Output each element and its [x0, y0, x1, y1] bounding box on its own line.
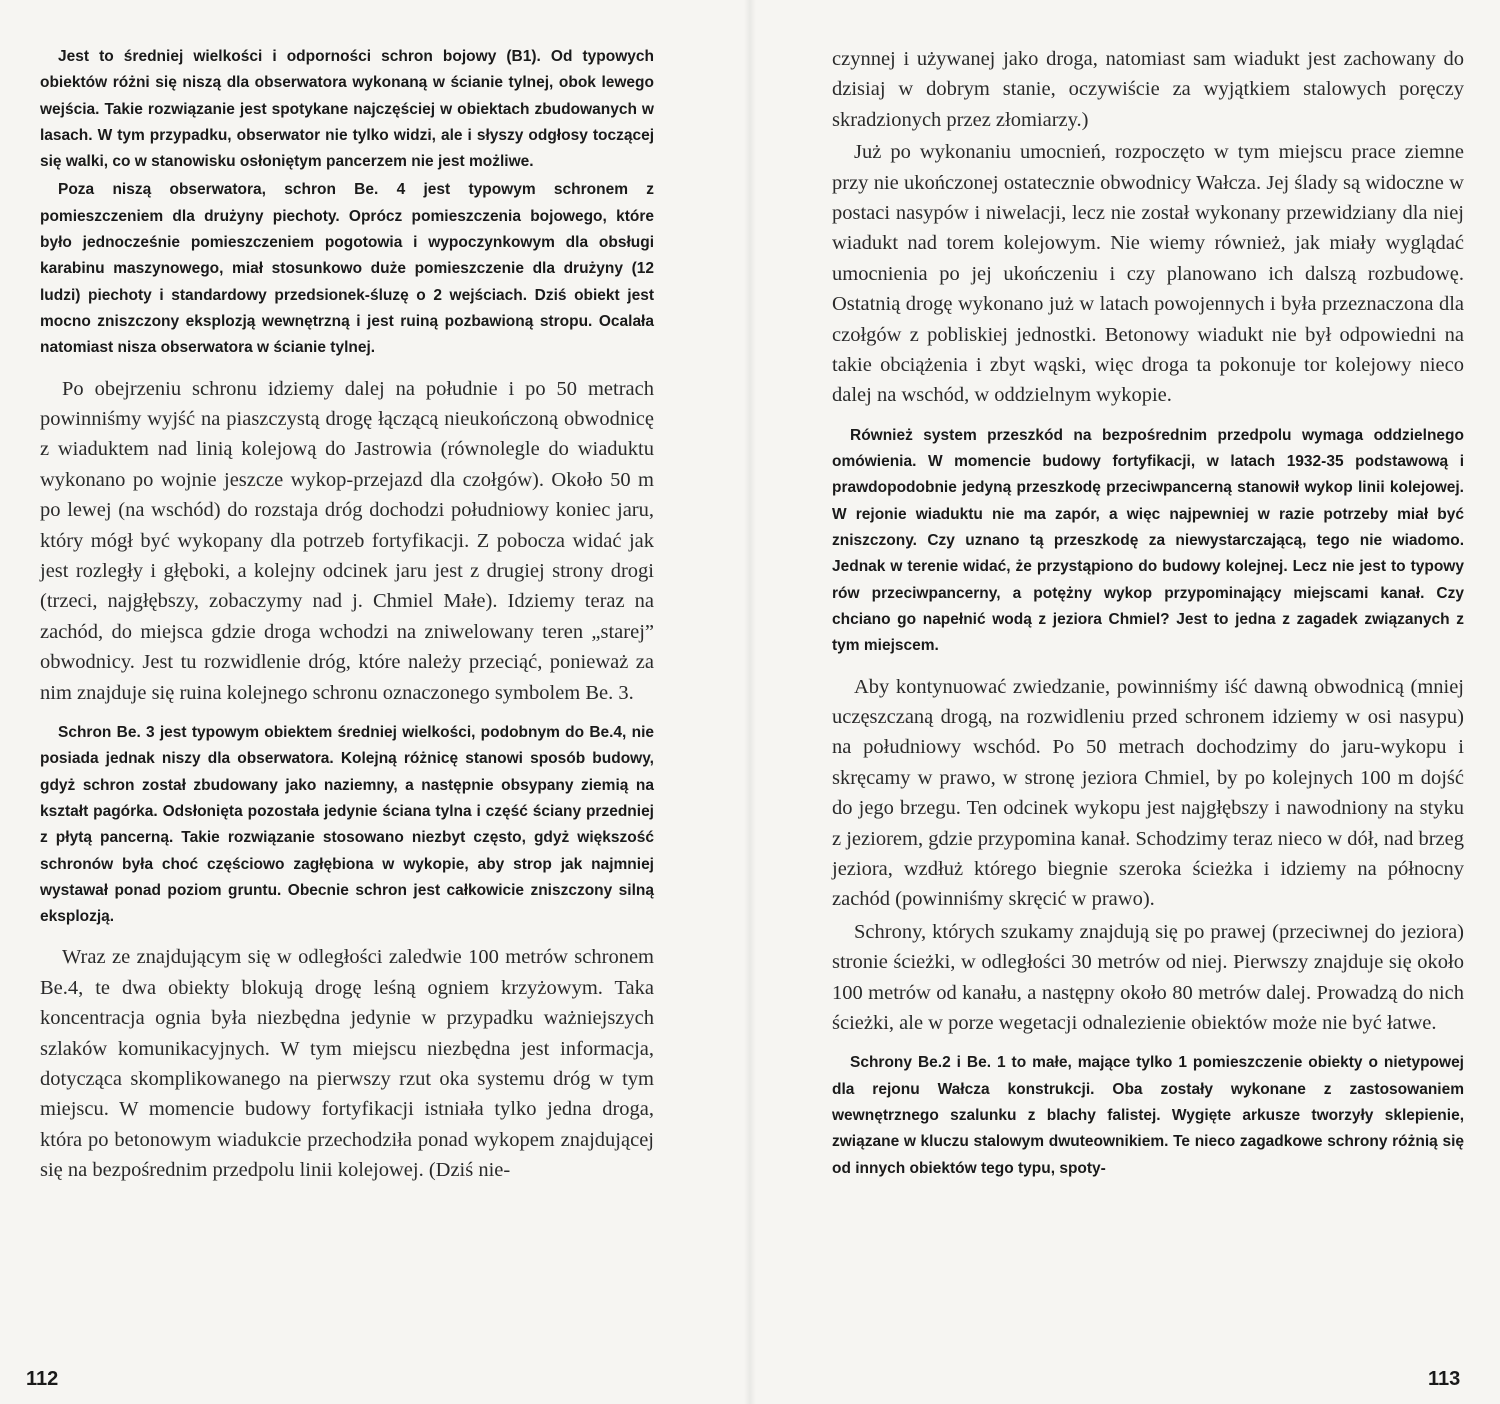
- sidebar-paragraph: Schron Be. 3 jest typowym obiektem średniej wielkości, podobnym do Be.4, nie posiada jednak niszy dla obserwatora. Kolejną różnicę stanowi sposób budowy, gdyż schron został zbudowany jako naziemny, a następnie obsypany ziemią na kształt pagórka. Odsłonięta pozostała jedynie ściana tylna i część ściany przedniej z płytą pancerną. Takie rozwiązanie stosowano niezbyt często, gdyż większość schronów była choć częściowo zagłębiona w wykopie, aby strop jak najmniej wystawał ponad poziom gruntu. Obecnie schron jest całkowicie zniszczony silną eksplozją.: [40, 724, 654, 926]
- sidebar-paragraph: Również system przeszkód na bezpośrednim przedpolu wymaga oddzielnego omówienia. W momencie budowy fortyfikacji, w latach 1932-35 podstawową i prawdopodobnie jedyną przeszkodę przeciwpancerną stanowił wykop linii kolejowej. W rejonie wiaduktu nie ma zapór, a więc najpewniej w razie potrzeby miał być zniszczony. Czy uznano tą przeszkodę za niewystarczającą, tego nie wiadomo. Jednak w terenie widać, że przystąpiono do budowy kolejnej. Lecz nie jest to typowy rów przeciwpancerny, a potężny wykop przypominający miejscami kanał. Czy chciano go napełnić wodą z jeziora Chmiel? Jest to jedna z zagadek związanych z tym miejscem.: [832, 426, 1464, 655]
- body-paragraph: Już po wykonaniu umocnień, rozpoczęto w tym miejscu prace ziemne przy nie ukończonej ostatecznie obwodnicy Wałcza. Jej ślady są widoczne w postaci nasypów i niwelacji, lecz nie został wykonany przewidziany dla niej wiadukt nad torem kolejowym. Nie wiemy również, jak miały wyglądać umocnienia po jej ukończeniu i czy planowano ich dalszą rozbudowę. Ostatnią drogę wykonano już w latach powojennych i była przeznaczona dla czołgów z pobliskiej jednostki. Betonowy wiadukt nie był odpowiedni na takie obciążenia i zbyt wąski, więc droga ta pokonuje tor kolejowy nieco dalej na wschód, w oddzielnym wykopie.: [832, 141, 1464, 407]
- body-paragraph-continued: czynnej i używanej jako droga, natomiast sam wiadukt jest zachowany do dzisiaj w dobrym stanie, oczywiście za wyjątkiem stalowych poręczy skradzionych przez złomiarzy.): [832, 48, 1464, 131]
- sidebar-paragraph: Schrony Be.2 i Be. 1 to małe, mające tylko 1 pomieszczenie obiekty o nietypowej dla rejonu Wałcza konstrukcji. Oba zostały wykonane z zastosowaniem wewnętrznego szalunku z blachy falistej. Wygięte arkusze tworzyły sklepienie, związane w kluczu stalowym dwuteownikiem. Te nieco zagadkowe schrony różnią się od innych obiektów tego typu, spoty-: [832, 1054, 1464, 1177]
- right-text-column: [832, 44, 1464, 1182]
- sidebar-paragraph: Poza niszą obserwatora, schron Be. 4 jest typowym schronem z pomieszczeniem dla drużyny piechoty. Oprócz pomieszczenia bojowego, które było jednocześnie pomieszczeniem pogotowia i wypoczynkowym dla obsługi karabinu maszynowego, miał stosunkowo duże pomieszczenie dla drużyny (12 ludzi) piechoty i standardowy przedsionek-śluzę o 2 wejściach. Dziś obiekt jest mocno zniszczony eksplozją wewnętrzną i jest ruiną pozbawioną stropu. Ocalała natomiast nisza obserwatora w ścianie tylnej.: [40, 181, 654, 357]
- page-number: 112: [26, 1368, 59, 1390]
- body-paragraph: Po obejrzeniu schronu idziemy dalej na południe i po 50 metrach powinniśmy wyjść na piaszczystą drogę łączącą nieukończoną obwodnicę z wiaduktem nad linią kolejową do Jastrowia (równolegle do wiaduktu wykonano po wojnie jeszcze wykop-przejazd dla czołgów). Około 50 m po lewej (na wschód) do rozstaja dróg dochodzi południowy koniec jaru, który mógł być wykopany dla potrzeb fortyfikacji. Z pobocza widać jak jest rozległy i głęboki, a kolejny odcinek jaru jest z drugiej strony drogi (trzeci, najgłębszy, zobaczymy nad j. Chmiel Małe). Idziemy teraz na zachód, do miejsca gdzie droga wchodzi na zniwelowany teren „starej” obwodnicy. Jest tu rozwidlenie dróg, które należy przeciąć, ponieważ za nim znajduje się ruina kolejnego schronu oznaczonego symbolem Be. 3.: [40, 377, 654, 704]
- left-text-column: [40, 44, 654, 1186]
- body-paragraph: Aby kontynuować zwiedzanie, powinniśmy iść dawną obwodnicą (mniej uczęszczaną drogą, na rozwidleniu przed schronem idziemy w osi nasypu) na południowy wschód. Po 50 metrach dochodzimy do jaru-wykopu i skręcamy w prawo, w stronę jeziora Chmiel, by po kolejnych 100 m dojść do jego brzegu. Ten odcinek wykopu jest najgłębszy i nawodniony na styku z jeziorem, gdzie przypomina kanał. Schodzimy teraz nieco w dół, nad brzeg jeziora, wzdłuż którego biegnie szeroka ścieżka i idziemy na północny zachód (powinniśmy skręcić w prawo).: [832, 675, 1464, 911]
- sidebar-paragraph: Jest to średniej wielkości i odporności schron bojowy (B1). Od typowych obiektów różni się niszą dla obserwatora wykonaną w ścianie tylnej, obok lewego wejścia. Takie rozwiązanie jest spotykane najczęściej w obiektach zbudowanych w lasach. W tym przypadku, obserwator nie tylko widzi, ale i słyszy odgłosy toczącej się walki, co w stanowisku osłoniętym pancerzem nie jest możliwe.: [40, 48, 654, 171]
- body-paragraph: Schrony, których szukamy znajdują się po prawej (przeciwnej do jeziora) stronie ścieżki, w odległości 30 metrów od niej. Pierwszy znajduje się około 100 metrów od kanału, a następny około 80 metrów dalej. Prowadzą do nich ścieżki, ale w porze wegetacji odnalezienie obiektów może nie być łatwe.: [832, 920, 1464, 1035]
- body-paragraph: Wraz ze znajdującym się w odległości zaledwie 100 metrów schronem Be.4, te dwa obiekty blokują drogę leśną ogniem krzyżowym. Taka koncentracja ognia była niezbędna jedynie w przypadku ważniejszych szlaków komunikacyjnych. W tym miejscu niezbędna jest informacja, dotycząca skomplikowanego na pierwszy rzut oka systemu dróg w tym miejscu. W momencie budowy fortyfikacji istniała tylko jedna droga, która po betonowym wiadukcie przechodziła ponad wykopem znajdującej się na bezpośrednim przedpolu linii kolejowej. (Dziś nie-: [40, 946, 654, 1182]
- page-number: 113: [1428, 1368, 1461, 1390]
- right-page: [750, 0, 1500, 1404]
